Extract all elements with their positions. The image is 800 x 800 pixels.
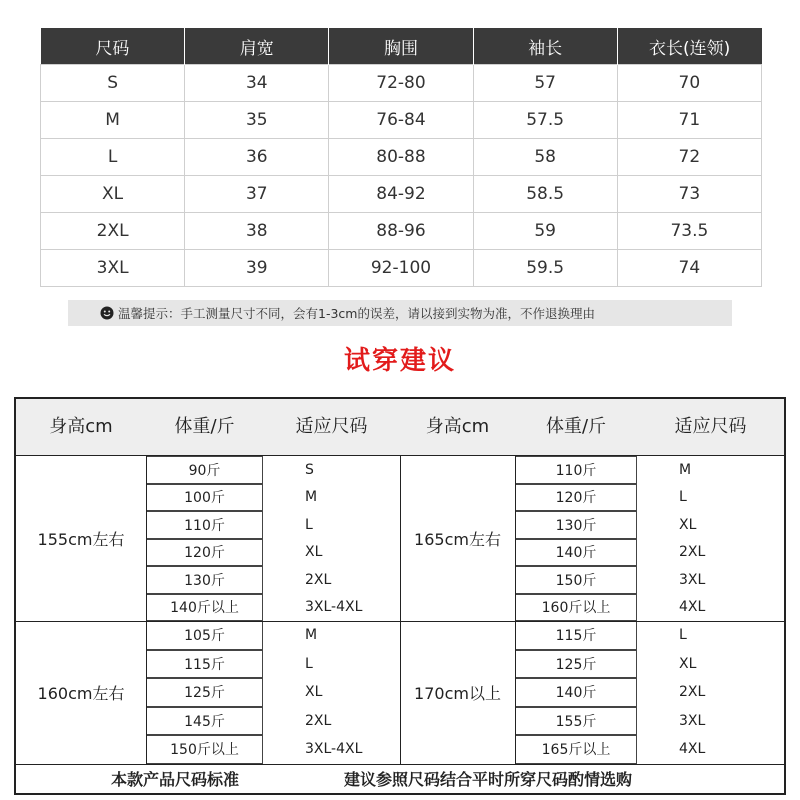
size-cell: 3XL <box>679 712 706 729</box>
size-chart-cell: 59 <box>473 213 617 250</box>
fit-header-height: 身高cm <box>49 416 113 437</box>
size-cell: 2XL <box>305 712 332 729</box>
size-chart-header: 尺码 <box>41 28 185 65</box>
size-chart-row <box>41 139 762 176</box>
weight-cell: 155斤 <box>515 707 637 736</box>
weight-cell: 150斤 <box>515 566 637 594</box>
size-chart-cell: 76-84 <box>329 102 473 139</box>
size-cell: XL <box>305 684 323 701</box>
fit-group <box>16 621 400 764</box>
height-cell: 160cm左右 <box>37 683 125 703</box>
fit-row <box>515 621 784 650</box>
weight-cell: 165斤以上 <box>515 735 637 764</box>
size-chart-cell: XL <box>41 176 185 213</box>
fit-row <box>515 511 784 539</box>
column-divider <box>515 456 516 764</box>
fit-row <box>146 650 400 679</box>
fit-row <box>146 621 400 650</box>
fit-row <box>146 566 400 594</box>
tip-bar <box>68 300 732 326</box>
size-chart-row <box>41 102 762 139</box>
fit-row <box>515 484 784 512</box>
weight-cell: 160斤以上 <box>515 594 637 622</box>
size-chart-cell: 92-100 <box>329 250 473 287</box>
fit-table-header <box>16 399 784 456</box>
size-chart-cell: 80-88 <box>329 139 473 176</box>
weight-cell: 150斤以上 <box>146 735 263 764</box>
weight-cell: 90斤 <box>146 456 263 484</box>
fit-header-size: 适应尺码 <box>295 416 368 437</box>
size-chart-cell: 73 <box>617 176 761 213</box>
fit-header-size: 适应尺码 <box>674 416 747 437</box>
fit-row <box>146 456 400 484</box>
weight-cell: 130斤 <box>515 511 637 539</box>
size-chart-cell: 74 <box>617 250 761 287</box>
fit-row <box>515 456 784 484</box>
size-cell: M <box>305 627 318 644</box>
size-chart-cell: 3XL <box>41 250 185 287</box>
smiley-icon <box>100 306 114 320</box>
fit-row <box>515 539 784 567</box>
weight-cell: 110斤 <box>515 456 637 484</box>
size-chart-cell: M <box>41 102 185 139</box>
size-chart-cell: 37 <box>185 176 329 213</box>
size-cell: S <box>305 461 314 478</box>
section-title: 试穿建议 <box>343 346 456 376</box>
weight-cell: 120斤 <box>146 539 263 567</box>
fit-row <box>515 735 784 764</box>
weight-cell: 130斤 <box>146 566 263 594</box>
size-chart-cell: 35 <box>185 102 329 139</box>
size-chart-row <box>41 65 762 102</box>
fit-group <box>400 456 784 621</box>
weight-cell: 115斤 <box>146 650 263 679</box>
column-divider <box>400 456 401 764</box>
weight-cell: 140斤 <box>515 678 637 707</box>
weight-cell: 120斤 <box>515 484 637 512</box>
fit-row <box>146 484 400 512</box>
weight-cell: 110斤 <box>146 511 263 539</box>
size-cell: L <box>679 627 687 644</box>
size-chart-cell: 59.5 <box>473 250 617 287</box>
size-chart-cell: L <box>41 139 185 176</box>
fit-row <box>146 735 400 764</box>
size-cell: 3XL-4XL <box>305 741 363 758</box>
size-chart-header-row <box>41 28 762 65</box>
size-chart-cell: 57 <box>473 65 617 102</box>
fit-row <box>515 678 784 707</box>
fit-row <box>146 707 400 736</box>
size-chart-cell: 2XL <box>41 213 185 250</box>
fit-row <box>146 594 400 622</box>
size-chart-cell: 38 <box>185 213 329 250</box>
size-chart-cell: 39 <box>185 250 329 287</box>
size-cell: 4XL <box>679 741 706 758</box>
size-chart-cell: 57.5 <box>473 102 617 139</box>
size-chart-cell: 70 <box>617 65 761 102</box>
size-chart-header: 肩宽 <box>185 28 329 65</box>
column-divider <box>146 456 147 764</box>
fit-header-weight: 体重/斤 <box>174 416 235 437</box>
size-chart-cell: 58.5 <box>473 176 617 213</box>
size-chart-header: 袖长 <box>473 28 617 65</box>
size-cell: 3XL <box>679 571 706 588</box>
size-cell: M <box>679 461 692 478</box>
size-cell: 2XL <box>679 544 706 561</box>
fit-row <box>515 594 784 622</box>
size-chart-cell: S <box>41 65 185 102</box>
size-chart-cell: 72-80 <box>329 65 473 102</box>
size-cell: XL <box>305 544 323 561</box>
fit-advice-table <box>14 397 786 795</box>
fit-row <box>515 707 784 736</box>
size-chart-table <box>40 28 762 287</box>
size-chart-cell: 36 <box>185 139 329 176</box>
fit-group <box>16 456 400 621</box>
height-cell: 170cm以上 <box>414 683 501 703</box>
fit-header-height: 身高cm <box>425 416 490 437</box>
size-cell: L <box>305 516 313 533</box>
size-cell: XL <box>679 655 697 672</box>
size-chart-cell: 72 <box>617 139 761 176</box>
size-chart-row <box>41 213 762 250</box>
footer-left-text: 本款产品尺码标准 <box>111 769 240 789</box>
weight-cell: 125斤 <box>146 678 263 707</box>
size-cell: M <box>305 489 318 506</box>
size-cell: 2XL <box>679 684 706 701</box>
fit-table-footer <box>16 764 784 796</box>
fit-row <box>515 650 784 679</box>
tip-text: 温馨提示：手工测量尺寸不同，会有1-3cm的误差，请以接到实物为准，不作退换理由 <box>118 306 595 321</box>
weight-cell: 100斤 <box>146 484 263 512</box>
size-cell: 3XL-4XL <box>305 599 363 616</box>
fit-row <box>146 511 400 539</box>
size-chart-header: 胸围 <box>329 28 473 65</box>
weight-cell: 140斤 <box>515 539 637 567</box>
size-cell: L <box>305 655 313 672</box>
weight-cell: 105斤 <box>146 621 263 650</box>
size-chart-header: 衣长(连领) <box>617 28 761 65</box>
weight-cell: 125斤 <box>515 650 637 679</box>
size-chart-cell: 71 <box>617 102 761 139</box>
weight-cell: 145斤 <box>146 707 263 736</box>
size-cell: 4XL <box>679 599 706 616</box>
size-chart-cell: 58 <box>473 139 617 176</box>
weight-cell: 115斤 <box>515 621 637 650</box>
fit-header-weight: 体重/斤 <box>545 416 607 437</box>
fit-row <box>146 678 400 707</box>
weight-cell: 140斤以上 <box>146 594 263 622</box>
height-cell: 155cm左右 <box>37 530 125 549</box>
size-chart-cell: 88-96 <box>329 213 473 250</box>
size-chart-cell: 84-92 <box>329 176 473 213</box>
size-chart-cell: 34 <box>185 65 329 102</box>
fit-group <box>400 621 784 764</box>
size-chart-cell: 73.5 <box>617 213 761 250</box>
fit-row <box>146 539 400 567</box>
size-chart-row <box>41 176 762 213</box>
footer-right-text: 建议参照尺码结合平时所穿尺码酌情选购 <box>344 769 633 789</box>
fit-row <box>515 566 784 594</box>
height-cell: 165cm左右 <box>414 530 501 549</box>
size-cell: L <box>679 489 687 506</box>
size-cell: 2XL <box>305 571 332 588</box>
size-chart-row <box>41 250 762 287</box>
size-cell: XL <box>679 516 697 533</box>
